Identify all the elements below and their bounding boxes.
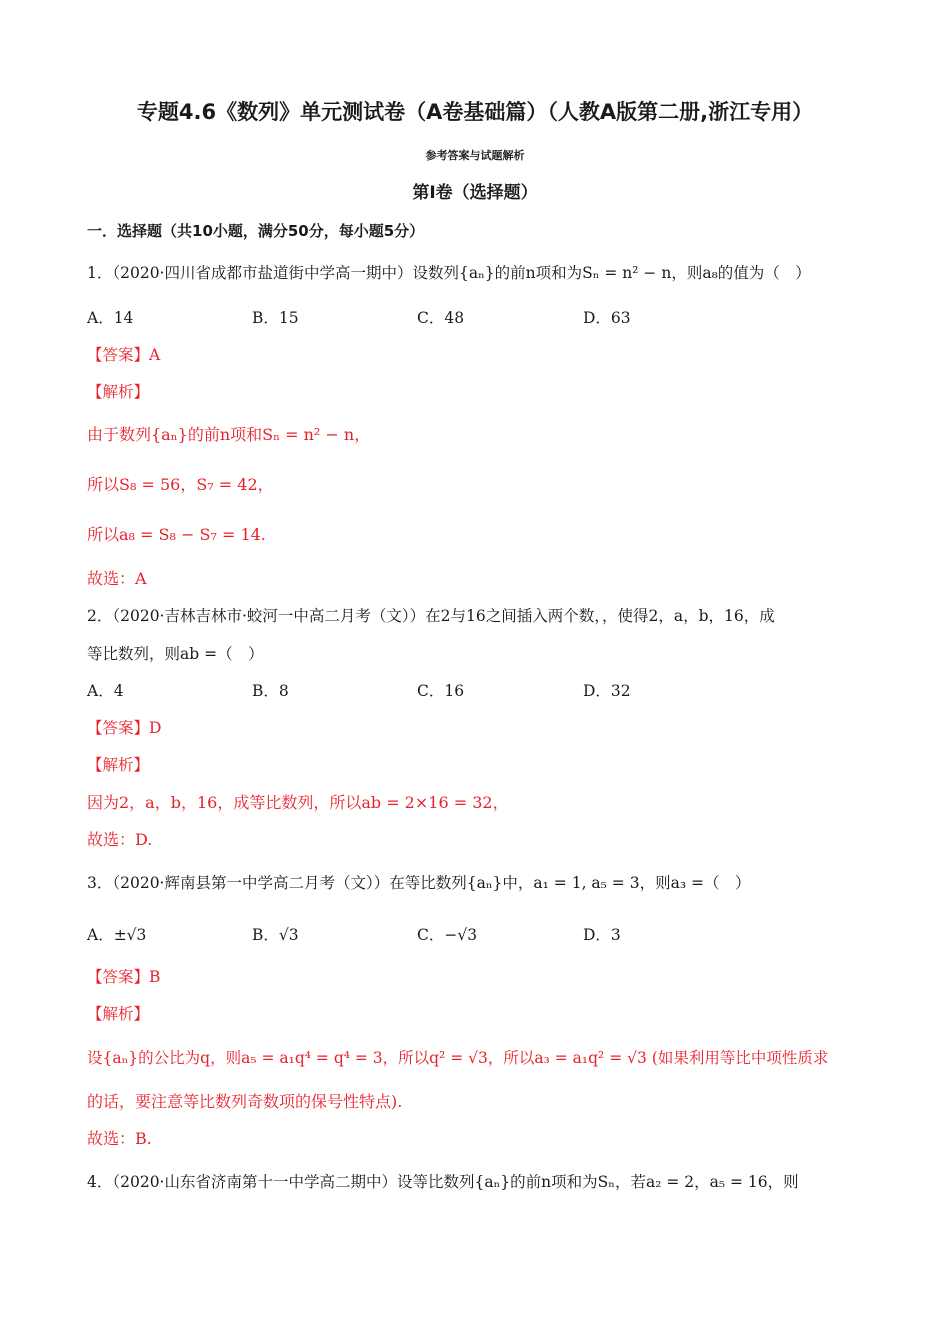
- q1-choose: 故选：A: [87, 569, 147, 588]
- q3-choose: 故选：B.: [87, 1129, 152, 1148]
- q3-option-b: B．√3: [252, 926, 299, 944]
- section-title: 第Ⅰ卷（选择题）: [412, 183, 538, 203]
- question-2-stem-line-2: 等比数列，则ab =（ ）: [87, 645, 264, 663]
- document-title: 专题4.6《数列》单元测试卷（A卷基础篇）（人教A版第二册,浙江专用）: [136, 100, 814, 124]
- q1-solution-line-1: 由于数列{aₙ}的前n项和Sₙ = n² − n，: [87, 425, 371, 444]
- q1-answer: 【答案】A: [87, 346, 161, 364]
- q3-option-d: D．3: [583, 926, 621, 944]
- q2-option-d: D．32: [583, 682, 631, 700]
- part-heading: 一．选择题（共10小题，满分50分，每小题5分）: [87, 222, 425, 240]
- q3-answer: 【答案】B: [87, 968, 161, 986]
- q3-solution-line-2: 的话，要注意等比数列奇数项的保号性特点).: [87, 1092, 403, 1111]
- q2-analysis-label: 【解析】: [87, 756, 150, 774]
- q3-option-c: C．−√3: [417, 926, 478, 944]
- q2-option-b: B．8: [252, 682, 289, 700]
- q3-option-a: A．±√3: [87, 926, 147, 944]
- q3-solution-line-1: 设{aₙ}的公比为q，则a₅ = a₁q⁴ = q⁴ = 3，所以q² = √3，所以a₃ = a₁q² = √3 (如果利用等比中项性质求: [87, 1049, 829, 1067]
- q2-choose: 故选：D.: [87, 830, 153, 849]
- document-subtitle: 参考答案与试题解析: [425, 149, 525, 162]
- q2-solution-line-1: 因为2，a，b，16，成等比数列，所以ab = 2×16 = 32，: [87, 793, 509, 812]
- question-1-stem: 1．（2020·四川省成都市盐道街中学高一期中）设数列{aₙ}的前n项和为Sₙ = n² − n，则a₈的值为（ ）: [87, 264, 811, 282]
- q1-option-a: A．14: [87, 309, 134, 327]
- question-4-stem: 4．（2020·山东省济南第十一中学高二期中）设等比数列{aₙ}的前n项和为Sₙ，若a₂ = 2，a₅ = 16，则: [87, 1173, 799, 1191]
- q2-option-c: C．16: [417, 682, 465, 700]
- question-2-stem-line-1: 2．（2020·吉林吉林市·蛟河一中高二月考（文））在2与16之间插入两个数，，使得2，a，b，16，成: [87, 607, 775, 625]
- q1-solution-line-3: 所以a₈ = S₈ − S₇ = 14.: [87, 525, 266, 544]
- q3-analysis-label: 【解析】: [87, 1005, 150, 1023]
- q2-option-a: A．4: [87, 682, 124, 700]
- q1-option-b: B．15: [252, 309, 299, 327]
- q1-analysis-label: 【解析】: [87, 383, 150, 401]
- q1-solution-line-2: 所以S₈ = 56，S₇ = 42，: [87, 475, 274, 494]
- q2-answer: 【答案】D: [87, 719, 162, 737]
- q1-option-d: D．63: [583, 309, 631, 327]
- q1-option-c: C．48: [417, 309, 465, 327]
- question-3-stem: 3．（2020·辉南县第一中学高二月考（文））在等比数列{aₙ}中，a₁ = 1, a₅ = 3，则a₃ =（ ）: [87, 874, 751, 892]
